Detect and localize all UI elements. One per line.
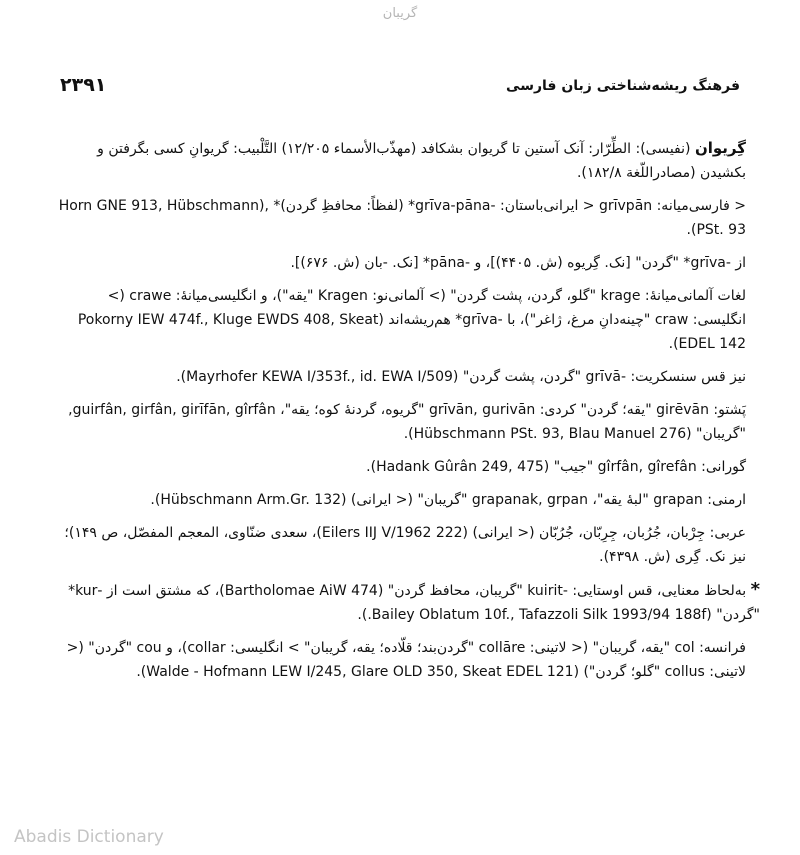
entry-line: از -grīva* "گردن" [نک. گِریوه (ش. ۴۴۰۵)]، و -pāna* [نک. -بان (ش. ۶۷۶)]. — [290, 255, 746, 271]
entry-line: < فارسی‌میانه: grīvpān < ایرانی‌باستان: -grīva-pāna* (لفظاً: محافظِ گردن)* ,(Horn GNE 913, Hübschmann PSt. 93). — [58, 198, 746, 238]
entry-line: ارمنی: grapan "لبهٔ یقه"، grapanak, grpan "گریبان" (< ایرانی) (Hübschmann Arm.Gr. 132). — [150, 492, 746, 508]
entry-line-text: (نفیسی): الطِّرّار: آنک آستین تا گریوان بشکافد (مهذّب‌الأسماء ۱۲/۲۰۵) التَّلْبیب: گریوانِ کسی بگرفتن و بکشیدن (مصادراللّغة ۱۸۲/۸). — [97, 141, 746, 181]
entry-line — [58, 578, 760, 627]
entry-line-text: به‌لحاظ معنایی، قس اوستایی: -kuirit "گریبان، محافظ گردن" (Bartholomae AiW 474)، که مشتق است از -kur* "گردن" (Bailey Oblatum 10f., Tafazzoli Silk 1993/94 188f.). — [68, 583, 760, 623]
entry-line — [58, 136, 746, 185]
entry-line: گورانی: gîrfân, gîrefân "جیب" (Hadank Gûrân 249, 475). — [366, 459, 746, 475]
watermark: Abadis Dictionary — [14, 827, 164, 847]
page-number: ۲۳۹۱ — [60, 74, 107, 96]
site-header-title: گریبان — [382, 6, 418, 21]
entry-line: پَشتو: girēvān "یقه؛ گردن" کردی: grīvān, gurivān "گریوه، گردنهٔ کوه؛ یقه"، guirfân, girfân, girīfān, gîrfân, "گریبان" (Hübschmann PSt. 93, Blau Manuel 276). — [68, 402, 746, 442]
entry-line: عربی: جِرْبان، جُرُبان، جِرِبّان، جُرُبّان (< ایرانی) (Eilers IIJ V/1962 222)، سعدی ضنّاوی، المعجم المفصّل، ص ۱۴۹)؛ نیز نک. گِری (ش. ۴۳۹۸). — [64, 525, 746, 565]
asterisk-icon: * — [750, 579, 760, 600]
entry-line: نیز قس سنسکریت: -grīvā "گردن، پشت گردن" (Mayrhofer KEWA I/353f., id. EWA I/509). — [176, 369, 746, 385]
dictionary-entry — [58, 136, 760, 693]
headword: گِریوان — [694, 139, 746, 157]
entry-line: فرانسه: col "یقه، گریبان" (< لاتینی: collāre "گردن‌بند؛ قلّاده؛ یقه، گریبان" > انگلیسی: collar)، و cou "گردن" (< لاتینی: collus "گلو؛ گردن") (Walde - Hofmann LEW I/245, Glare OLD 350, Skeat EDEL 121). — [66, 640, 746, 680]
running-head: فرهنگ ریشه‌شناختی زبان فارسی — [506, 78, 740, 94]
entry-line: لغات آلمانی‌میانهٔ: krage "گلو، گردن، پشت گردن" (> آلمانی‌نو: Kragen "یقه")، و انگلیسی‌میانهٔ: crawe (> انگلیسی: craw "چینه‌دانِ مرغ، ژاغر")، با -grīva* هم‌ریشه‌اند (Pokorny IEW 474f., Kluge EWDS 408, Skeat EDEL 142). — [77, 288, 746, 352]
